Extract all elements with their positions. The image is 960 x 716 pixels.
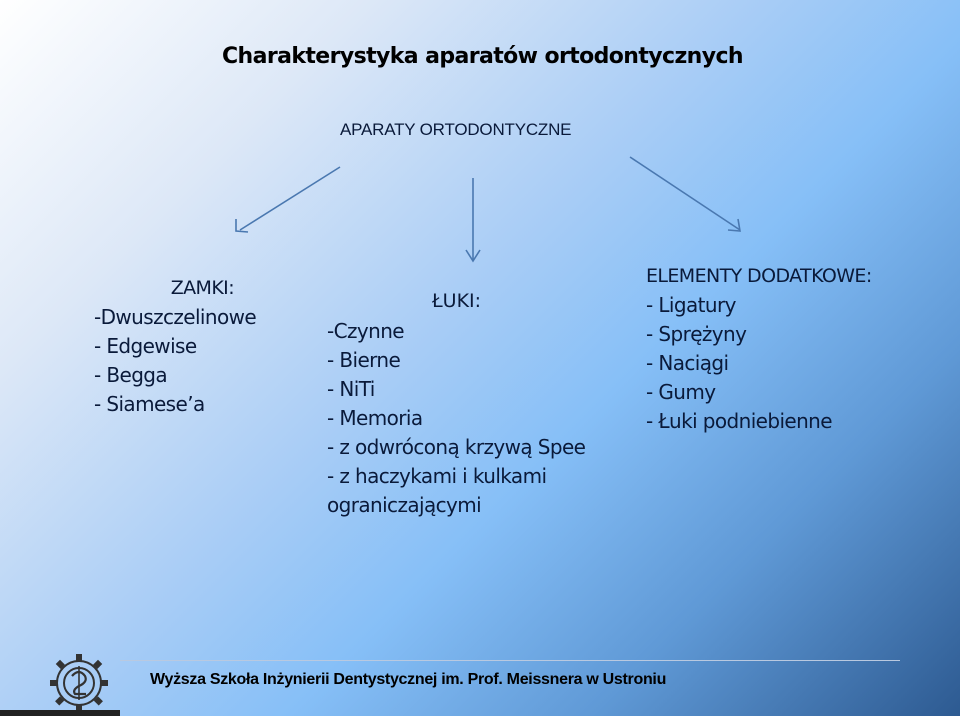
arrow-right xyxy=(630,157,740,230)
zamki-item: -Dwuszczelinowe xyxy=(94,305,257,329)
school-logo-icon xyxy=(48,652,110,714)
luki-section xyxy=(327,317,585,520)
zamki-section xyxy=(94,274,294,419)
luki-item: - Bierne xyxy=(327,348,401,372)
footer-divider xyxy=(120,660,900,661)
footer-accent-bar xyxy=(0,710,120,716)
luki-item: - NiTi xyxy=(327,377,375,401)
luki-item: - z haczykami i kulkami xyxy=(327,464,547,488)
zamki-item: - Edgewise xyxy=(94,334,197,358)
elementy-item: - Naciągi xyxy=(646,351,729,375)
elementy-heading: ELEMENTY DODATKOWE: xyxy=(646,265,872,287)
zamki-heading: ZAMKI: xyxy=(170,277,234,299)
elementy-section xyxy=(646,262,872,436)
luki-item: ograniczającymi xyxy=(327,493,482,517)
arrow-left xyxy=(240,167,340,230)
luki-item: -Czynne xyxy=(327,319,404,343)
zamki-item: - Begga xyxy=(94,363,168,387)
elementy-item: - Łuki podniebienne xyxy=(646,409,832,433)
luki-heading: ŁUKI: xyxy=(432,290,482,312)
zamki-item: - Siamese’a xyxy=(94,392,205,416)
slide-title: Charakterystyka aparatów ortodontycznych xyxy=(222,44,743,69)
root-label: APARATY ORTODONTYCZNE xyxy=(340,120,572,139)
luki-item: - z odwróconą krzywą Spee xyxy=(327,435,586,459)
footer-institution: Wyższa Szkoła Inżynierii Dentystycznej im. Prof. Meissnera w Ustroniu xyxy=(150,671,667,688)
elementy-item: - Sprężyny xyxy=(646,322,747,346)
elementy-item: - Ligatury xyxy=(646,293,736,317)
elementy-item: - Gumy xyxy=(646,380,716,404)
luki-item: - Memoria xyxy=(327,406,423,430)
